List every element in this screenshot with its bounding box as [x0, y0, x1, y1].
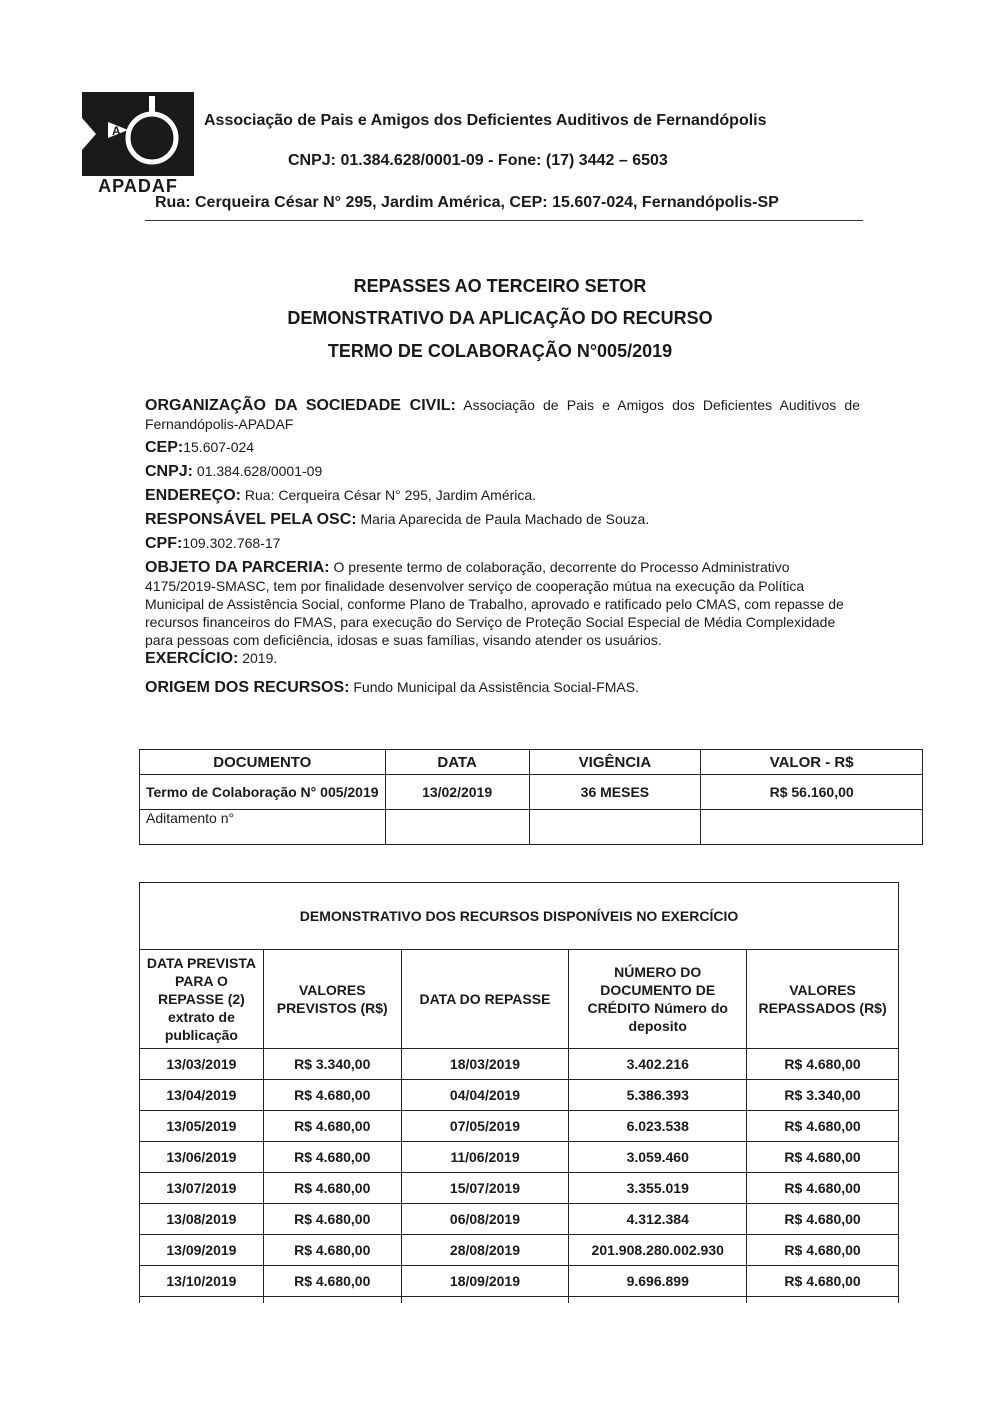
table-row — [140, 1049, 899, 1080]
cell-value — [701, 810, 923, 845]
resources-caption: DEMONSTRATIVO DOS RECURSOS DISPONÍVEIS NO EXERCÍCIO — [140, 883, 899, 950]
org-value: Associação de Pais e Amigos dos Deficientes Auditivos de Fernandópolis-APADAF — [145, 397, 861, 432]
cell-planned-value: R$ 4.680,00 — [263, 1111, 401, 1142]
cell-credit-number: 3.059.460 — [569, 1142, 747, 1173]
info-block — [145, 396, 860, 702]
logo-text: APADAF — [98, 176, 178, 196]
document-table — [139, 749, 923, 845]
table-row — [140, 1204, 899, 1235]
cell-document: Aditamento n° — [140, 810, 386, 845]
cell-credit-number: 3.355.019 — [569, 1173, 747, 1204]
header-divider — [145, 220, 863, 221]
exercise-label: EXERCÍCIO: — [145, 650, 239, 667]
origin-value: Fundo Municipal da Assistência Social-FMAS. — [353, 679, 639, 695]
cell-planned-date: 13/06/2019 — [140, 1142, 264, 1173]
cell-transfer-date: 28/08/2019 — [401, 1235, 569, 1266]
address-value: Rua: Cerqueira César N° 295, Jardim América. — [244, 487, 537, 503]
cell-date — [385, 810, 529, 845]
header-valor: VALOR - R$ — [701, 750, 923, 775]
cell-cut — [263, 1297, 401, 1304]
cell-transferred-value: R$ 4.680,00 — [747, 1204, 899, 1235]
info-origin — [145, 678, 860, 697]
cell-transfer-date: 04/04/2019 — [401, 1080, 569, 1111]
exercise-value: 2019. — [242, 650, 278, 666]
cell-planned-date: 13/03/2019 — [140, 1049, 264, 1080]
header-documento: DOCUMENTO — [140, 750, 386, 775]
cell-transferred-value: R$ 4.680,00 — [747, 1266, 899, 1297]
header-organization: Associação de Pais e Amigos dos Deficientes Auditivos de Fernandópolis — [204, 112, 767, 129]
cell-transferred-value: R$ 4.680,00 — [747, 1111, 899, 1142]
cell-validity: 36 MESES — [529, 775, 701, 810]
table-row — [140, 1173, 899, 1204]
table-row-cut-off — [140, 1297, 899, 1304]
cnpj-value: 01.384.628/0001-09 — [196, 463, 323, 479]
org-label: ORGANIZAÇÃO DA SOCIEDADE CIVIL: — [145, 397, 456, 414]
object-value: O presente termo de colaboração, decorrente do Processo Administrativo 4175/2019-SMASC, tem por finalidade desenvolver serviço de cooperação mútua na execução da Política Municipal de Assistência Social, conforme Plano de Trabalho, aprovado e ratificado pelo CMAS, com repasse de recursos financeiros do FMAS, para execução do Serviço de Proteção Social Especial de Média Complexidade para pessoas com deficiência, idosas e suas famílias, visando atender os usuários. — [145, 559, 844, 648]
header-transfer-date: DATA DO REPASSE — [401, 950, 569, 1049]
table-row — [140, 775, 923, 810]
info-address — [145, 486, 860, 505]
cell-planned-date: 13/05/2019 — [140, 1111, 264, 1142]
cell-transfer-date: 11/06/2019 — [401, 1142, 569, 1173]
cell-planned-date: 13/10/2019 — [140, 1266, 264, 1297]
info-object — [145, 558, 860, 649]
table-row — [140, 810, 923, 845]
cell-credit-number: 4.312.384 — [569, 1204, 747, 1235]
cell-transfer-date: 18/03/2019 — [401, 1049, 569, 1080]
logo-emblem-icon — [82, 92, 194, 176]
cell-transferred-value: R$ 4.680,00 — [747, 1173, 899, 1204]
cell-transferred-value: R$ 4.680,00 — [747, 1049, 899, 1080]
cell-validity — [529, 810, 701, 845]
cell-planned-value: R$ 4.680,00 — [263, 1204, 401, 1235]
cell-value: R$ 56.160,00 — [701, 775, 923, 810]
cell-credit-number: 6.023.538 — [569, 1111, 747, 1142]
table-row — [140, 1142, 899, 1173]
cell-date: 13/02/2019 — [385, 775, 529, 810]
cell-credit-number: 3.402.216 — [569, 1049, 747, 1080]
cell-planned-date: 13/07/2019 — [140, 1173, 264, 1204]
title-line-2: DEMONSTRATIVO DA APLICAÇÃO DO RECURSO — [287, 308, 713, 328]
info-cpf — [145, 534, 860, 553]
cell-transferred-value: R$ 4.680,00 — [747, 1142, 899, 1173]
cell-transferred-value: R$ 3.340,00 — [747, 1080, 899, 1111]
info-responsible — [145, 510, 860, 529]
cell-planned-date: 13/09/2019 — [140, 1235, 264, 1266]
cell-planned-value: R$ 4.680,00 — [263, 1266, 401, 1297]
info-cep — [145, 438, 860, 457]
object-label: OBJETO DA PARCERIA: — [145, 559, 330, 576]
table-row — [140, 1266, 899, 1297]
cell-cut — [401, 1297, 569, 1304]
info-cnpj — [145, 462, 860, 481]
cell-credit-number: 9.696.899 — [569, 1266, 747, 1297]
header-planned-values: VALORES PREVISTOS (R$) — [263, 950, 401, 1049]
cell-cut — [569, 1297, 747, 1304]
cell-cut — [747, 1297, 899, 1304]
title-line-1: REPASSES AO TERCEIRO SETOR — [353, 276, 647, 296]
document-table-header — [140, 750, 923, 775]
header-address: Rua: Cerqueira César N° 295, Jardim América, CEP: 15.607-024, Fernandópolis-SP — [155, 194, 779, 211]
cpf-value: 109.302.768-17 — [182, 535, 281, 551]
cell-planned-date: 13/08/2019 — [140, 1204, 264, 1235]
responsible-label: RESPONSÁVEL PELA OSC: — [145, 511, 357, 528]
table-row — [140, 1235, 899, 1266]
table-row — [140, 1080, 899, 1111]
address-label: ENDEREÇO: — [145, 487, 242, 504]
header-data: DATA — [385, 750, 529, 775]
cell-planned-date: 13/04/2019 — [140, 1080, 264, 1111]
origin-label: ORIGEM DOS RECURSOS: — [145, 679, 350, 696]
header-cnpj-phone: CNPJ: 01.384.628/0001-09 - Fone: (17) 3442 – 6503 — [288, 152, 668, 169]
cell-credit-number: 201.908.280.002.930 — [569, 1235, 747, 1266]
resources-table — [139, 882, 899, 1303]
header-planned-date: DATA PREVISTA PARA O REPASSE (2) extrato de publicação — [140, 950, 264, 1049]
cell-transferred-value: R$ 4.680,00 — [747, 1235, 899, 1266]
cell-planned-value: R$ 4.680,00 — [263, 1235, 401, 1266]
cell-credit-number: 5.386.393 — [569, 1080, 747, 1111]
cep-label: CEP: — [145, 439, 184, 456]
header-vigencia: VIGÊNCIA — [529, 750, 701, 775]
cep-value: 15.607-024 — [183, 439, 255, 455]
title-line-3: TERMO DE COLABORAÇÃO N°005/2019 — [327, 341, 673, 361]
cnpj-label: CNPJ: — [145, 463, 194, 480]
info-organization — [145, 396, 860, 433]
cell-planned-value: R$ 3.340,00 — [263, 1049, 401, 1080]
responsible-value: Maria Aparecida de Paula Machado de Souza. — [360, 511, 650, 527]
cell-cut — [140, 1297, 264, 1304]
cell-transfer-date: 07/05/2019 — [401, 1111, 569, 1142]
cell-transfer-date: 18/09/2019 — [401, 1266, 569, 1297]
cell-document: Termo de Colaboração N° 005/2019 — [140, 775, 386, 810]
info-exercise — [145, 649, 860, 668]
cell-planned-value: R$ 4.680,00 — [263, 1080, 401, 1111]
cell-transfer-date: 15/07/2019 — [401, 1173, 569, 1204]
cell-planned-value: R$ 4.680,00 — [263, 1173, 401, 1204]
resources-table-header — [140, 950, 899, 1049]
cell-transfer-date: 06/08/2019 — [401, 1204, 569, 1235]
apadaf-logo — [82, 92, 194, 196]
header-credit-document: NÚMERO DO DOCUMENTO DE CRÉDITO Número do deposito — [569, 950, 747, 1049]
header-transferred-values: VALORES REPASSADOS (R$) — [747, 950, 899, 1049]
svg-text:A: A — [112, 124, 121, 138]
resources-table-clip — [139, 882, 901, 1337]
cell-planned-value: R$ 4.680,00 — [263, 1142, 401, 1173]
table-row — [140, 1111, 899, 1142]
cpf-label: CPF: — [145, 535, 183, 552]
resources-caption-row — [140, 883, 899, 950]
